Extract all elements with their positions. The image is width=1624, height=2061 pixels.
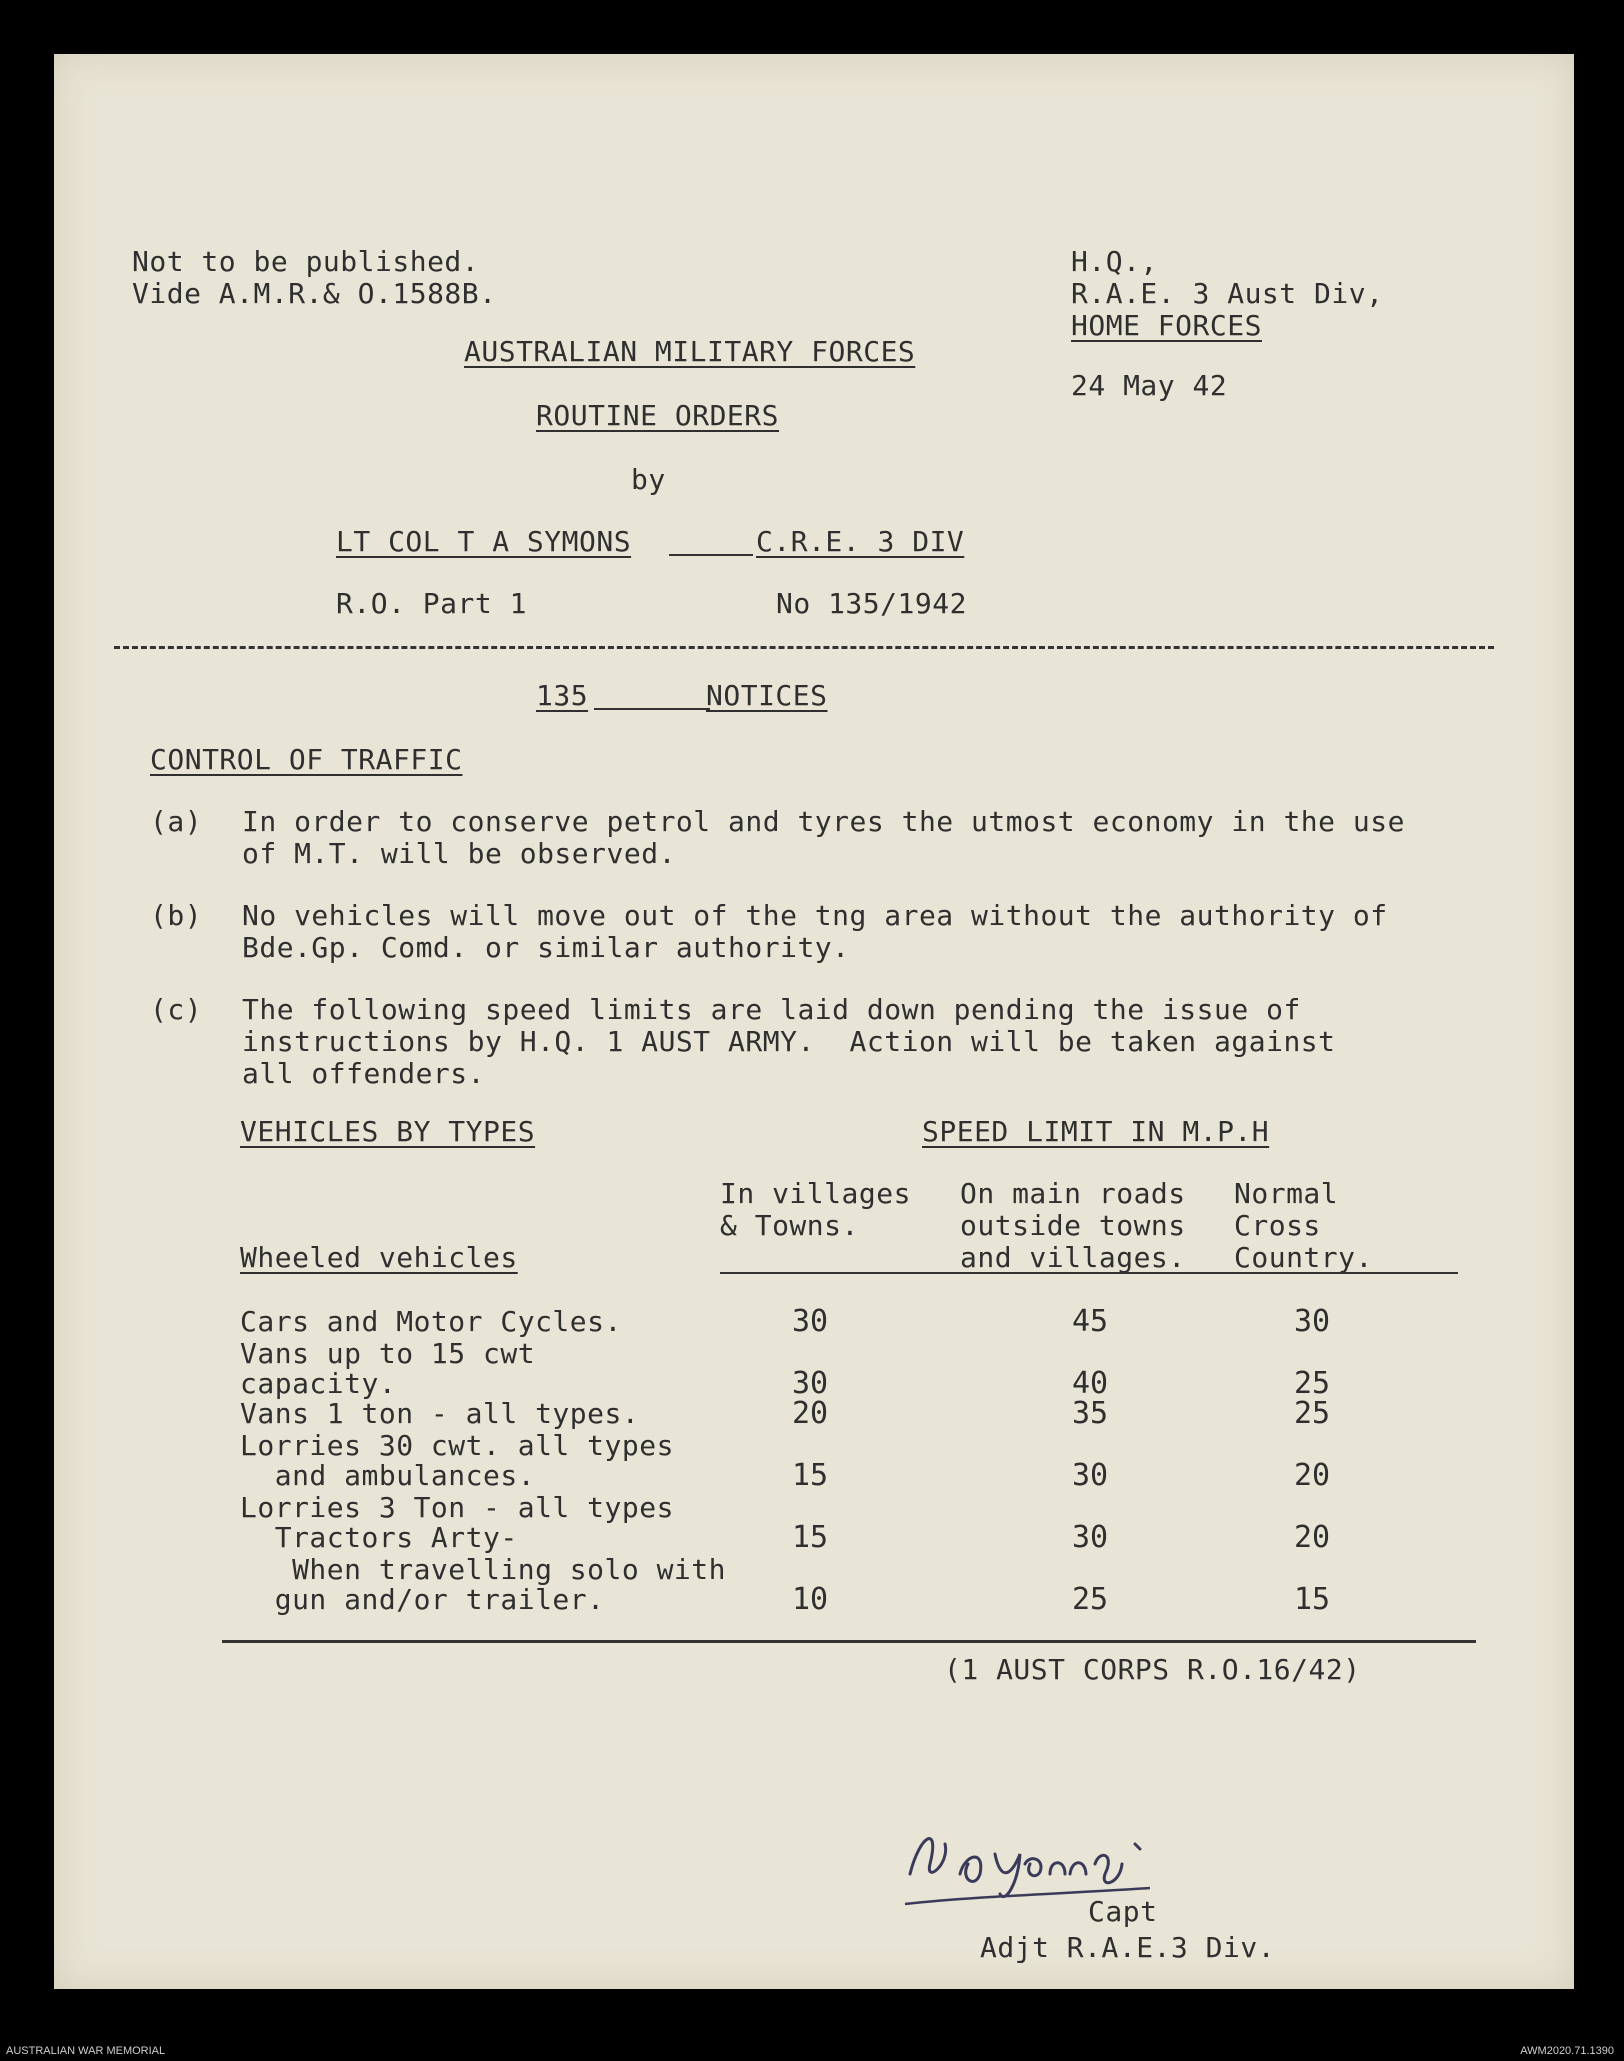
vehicle-type: Lorries 3 Ton - all types <box>240 1491 674 1524</box>
para-c-line: all offenders. <box>242 1057 486 1090</box>
title-routine-orders: ROUTINE ORDERS <box>536 399 780 432</box>
col2-heading: On main roads <box>960 1177 1186 1210</box>
document-date: 24 May 42 <box>1071 369 1228 402</box>
vehicle-type: Vans up to 15 cwt <box>240 1337 536 1370</box>
col3-heading: Normal <box>1234 1177 1339 1210</box>
vehicle-type: capacity. <box>240 1367 397 1400</box>
publication-restriction: Not to be published. <box>132 245 480 278</box>
title-by: by <box>631 463 666 496</box>
table-left-heading: VEHICLES BY TYPES <box>240 1115 536 1148</box>
section-connector-line <box>594 708 710 710</box>
para-c-line: The following speed limits are laid down pending the issue of <box>242 993 1301 1026</box>
vehicle-type: Lorries 30 cwt. all types <box>240 1429 674 1462</box>
speed-main-roads: 40 <box>1071 1366 1109 1401</box>
unit-line: R.A.E. 3 Aust Div, <box>1071 277 1384 310</box>
header-divider <box>114 646 1494 649</box>
regulation-reference: Vide A.M.R.& O.1588B. <box>132 277 497 310</box>
para-b-line: No vehicles will move out of the tng area without the authority of <box>242 899 1388 932</box>
speed-cross-country: 30 <box>1293 1304 1331 1339</box>
forces-line: HOME FORCES <box>1071 309 1262 342</box>
table-bottom-rule <box>222 1640 1476 1643</box>
document-page <box>54 54 1574 1989</box>
commander-name: LT COL T A SYMONS <box>336 525 632 558</box>
speed-villages: 20 <box>791 1396 829 1431</box>
speed-cross-country: 20 <box>1293 1458 1331 1493</box>
speed-main-roads: 30 <box>1071 1520 1109 1555</box>
col3-heading: Country. <box>1234 1241 1373 1274</box>
para-a-line: In order to conserve petrol and tyres the utmost economy in the use <box>242 805 1405 838</box>
vehicle-type: Vans 1 ton - all types. <box>240 1397 640 1430</box>
speed-cross-country: 15 <box>1293 1582 1331 1617</box>
vehicle-type: When travelling solo with <box>240 1553 727 1586</box>
commander-appointment: C.R.E. 3 DIV <box>756 525 965 558</box>
signatory-rank: Capt <box>1088 1895 1158 1928</box>
speed-cross-country: 20 <box>1293 1520 1331 1555</box>
col2-heading: outside towns <box>960 1209 1186 1242</box>
vehicle-type: Cars and Motor Cycles. <box>240 1305 622 1338</box>
ro-number: No 135/1942 <box>776 587 967 620</box>
table-right-heading: SPEED LIMIT IN M.P.H <box>922 1115 1270 1148</box>
vehicle-type: gun and/or trailer. <box>240 1583 605 1616</box>
title-forces: AUSTRALIAN MILITARY FORCES <box>464 335 916 368</box>
col2-heading: and villages. <box>960 1241 1186 1274</box>
subject-heading: CONTROL OF TRAFFIC <box>150 743 463 776</box>
speed-main-roads: 45 <box>1071 1304 1109 1339</box>
column-heading-rule <box>720 1272 1458 1274</box>
vehicle-type: and ambulances. <box>240 1459 536 1492</box>
ro-part: R.O. Part 1 <box>336 587 527 620</box>
col1-heading: In villages <box>720 1177 911 1210</box>
speed-main-roads: 25 <box>1071 1582 1109 1617</box>
speed-cross-country: 25 <box>1293 1396 1331 1431</box>
speed-villages: 30 <box>791 1304 829 1339</box>
para-a-label: (a) <box>150 805 203 838</box>
speed-villages: 30 <box>791 1366 829 1401</box>
section-heading: NOTICES <box>706 679 828 712</box>
title-connector-line <box>669 554 753 556</box>
speed-villages: 15 <box>791 1520 829 1555</box>
para-c-label: (c) <box>150 993 203 1026</box>
para-b-label: (b) <box>150 899 203 932</box>
speed-main-roads: 35 <box>1071 1396 1109 1431</box>
speed-cross-country: 25 <box>1293 1366 1331 1401</box>
authority-reference: (1 AUST CORPS R.O.16/42) <box>944 1653 1361 1686</box>
col1-heading: & Towns. <box>720 1209 859 1242</box>
speed-main-roads: 30 <box>1071 1458 1109 1493</box>
para-c-line: instructions by H.Q. 1 AUST ARMY. Action will be taken against <box>242 1025 1336 1058</box>
vehicle-type: Tractors Arty- <box>240 1521 518 1554</box>
hq-line: H.Q., <box>1071 245 1158 278</box>
footer-institution: AUSTRALIAN WAR MEMORIAL <box>6 2045 166 2057</box>
speed-villages: 15 <box>791 1458 829 1493</box>
section-number: 135 <box>536 679 589 712</box>
wheeled-vehicles-label: Wheeled vehicles <box>240 1241 518 1274</box>
signatory-appointment: Adjt R.A.E.3 Div. <box>980 1931 1276 1964</box>
para-a-line: of M.T. will be observed. <box>242 837 676 870</box>
footer-accession-number: AWM2020.71.1390 <box>1520 2045 1614 2057</box>
speed-villages: 10 <box>791 1582 829 1617</box>
col3-heading: Cross <box>1234 1209 1321 1242</box>
para-b-line: Bde.Gp. Comd. or similar authority. <box>242 931 850 964</box>
